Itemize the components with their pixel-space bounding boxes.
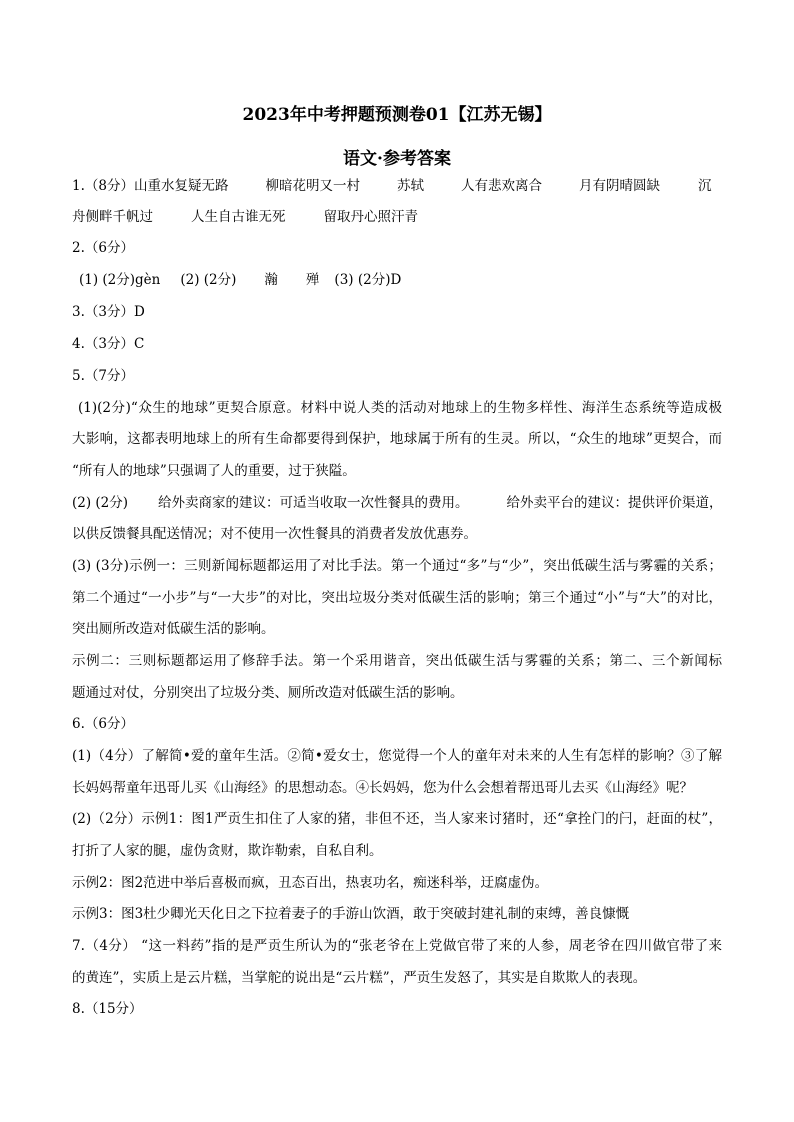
q1-answer-6: 沉	[697, 178, 712, 194]
q5-p4-line-1: 示例二：三则标题都运用了修辞手法。第一个采用谐音，突出低碳生活与雾霾的关系；第二、三个新闻标	[72, 653, 722, 669]
q5-p4-line-2: 题通过对仗，分别突出了垃圾分类、厕所改造对低碳生活的影响。	[72, 685, 464, 701]
q6-p2-line-1: (2)（2分）示例1：图1严贡生扣住了人家的猪，非但不还，当人家来讨猪时，还“拿拴门的闩，赶面的杖”，	[72, 811, 722, 827]
q2-sub-3: (3) (2分)D	[334, 272, 402, 288]
q2-line	[79, 270, 401, 290]
q1-answer-3: 苏轼	[396, 178, 424, 194]
q5-p3-line-1: (3) (3分)示例一：三则新闻标题都运用了对比手法。第一个通过“多”与“少”，突出低碳生活与雾霾的关系；	[72, 558, 722, 574]
q2-lead: 2.（6分）	[72, 240, 134, 256]
q5-p1-line-3: “所有人的地球”只强调了人的重要，过于狭隘。	[72, 463, 356, 479]
q6-example-2: 示例2：图2范进中举后喜极而疯，丑态百出，热衷功名，痴迷科举，迂腐虚伪。	[72, 875, 549, 891]
q8-lead: 8.（15分）	[72, 1001, 143, 1017]
q2-sub-2-b: 殚	[305, 272, 320, 288]
q1-lead: 1.（8分）	[72, 178, 134, 194]
q5-p1-line-1: (1)(2分)“众生的地球”更契合原意。材料中说人类的活动对地球上的生物多样性、海洋生态系统等造成极	[78, 400, 722, 416]
q1-answer-8: 人生自古谁无死	[191, 209, 286, 225]
q1-line-2	[72, 207, 418, 227]
q2-sub-2: (2) (2分)	[180, 272, 237, 288]
q4-answer: 4.（3分）C	[72, 336, 145, 352]
q7-line-2: 的黄连”，实质上是云片糕，当掌舵的说出是“云片糕”，严贡生发怒了，其实是自欺欺人的表现。	[72, 970, 647, 986]
q6-p1-line-1: (1)（4分）了解简•爱的童年生活。②简•爱女士，您觉得一个人的童年对未来的人生有怎样的影响？③了解	[72, 748, 722, 764]
q1-answer-7: 舟侧畔千帆过	[72, 209, 153, 225]
q1-line-1	[72, 176, 711, 196]
q1-answer-1: 山重水复疑无路	[133, 178, 229, 194]
q6-lead: 6.（6分）	[72, 716, 134, 732]
q5-p1-line-2: 大影响，这都表明地球上的所有生命都要得到保护，地球属于所有的生灵。所以，“众生的地球”更契合，而	[72, 431, 722, 447]
q5-p2-label: (2) (2分)	[72, 495, 129, 511]
q1-answer-4: 人有悲欢离合	[460, 178, 542, 194]
q5-p3-line-3: 突出厕所改造对低碳生活的影响。	[72, 621, 275, 637]
q1-answer-5: 月有阴晴圆缺	[578, 178, 660, 194]
q7-line-1: 7.（4分） “这一料药”指的是严贡生所认为的“张老爷在上党做官带了来的人参，周老爷在四川做官带了来	[72, 938, 722, 954]
q6-p1-line-2: 长妈妈帮童年迅哥儿买《山海经》的思想动态。④长妈妈，您为什么会想着帮迅哥儿去买《山海经》呢？	[72, 780, 693, 796]
q6-p2-line-2: 打折了人家的腿，虚伪贪财，欺诈勒索，自私自利。	[72, 843, 383, 859]
q1-answer-2: 柳暗花明又一村	[265, 178, 360, 194]
page-title: 2023年中考押题预测卷01【江苏无锡】	[242, 105, 552, 125]
q5-p3-line-2: 第二个通过“一小步”与“一大步”的对比，突出垃圾分类对低碳生活的影响；第三个通过“小”与“大”的对比，	[72, 590, 722, 606]
page-subtitle: 语文·参考答案	[343, 149, 451, 169]
q5-p2-line-2: 以供反馈餐具配送情况；对不使用一次性餐具的消费者发放优惠券。	[72, 526, 477, 542]
q5-p2-suggestion-a: 给外卖商家的建议：可适当收取一次性餐具的费用。	[158, 495, 469, 511]
q5-lead: 5.（7分）	[72, 368, 134, 384]
q1-answer-9: 留取丹心照汗青	[323, 209, 418, 225]
q2-sub-2-a: 瀚	[264, 272, 278, 288]
q3-answer: 3.（3分）D	[72, 304, 145, 320]
q6-example-3: 示例3：图3杜少卿光天化日之下拉着妻子的手游山饮酒，敢于突破封建礼制的束缚，善良慷慨	[72, 906, 630, 922]
q5-p2-suggestion-b: 给外卖平台的建议：提供评价渠道，	[506, 495, 723, 511]
q2-sub-1: (1) (2分)gèn	[79, 272, 161, 288]
q5-p2-line-1	[72, 493, 723, 513]
